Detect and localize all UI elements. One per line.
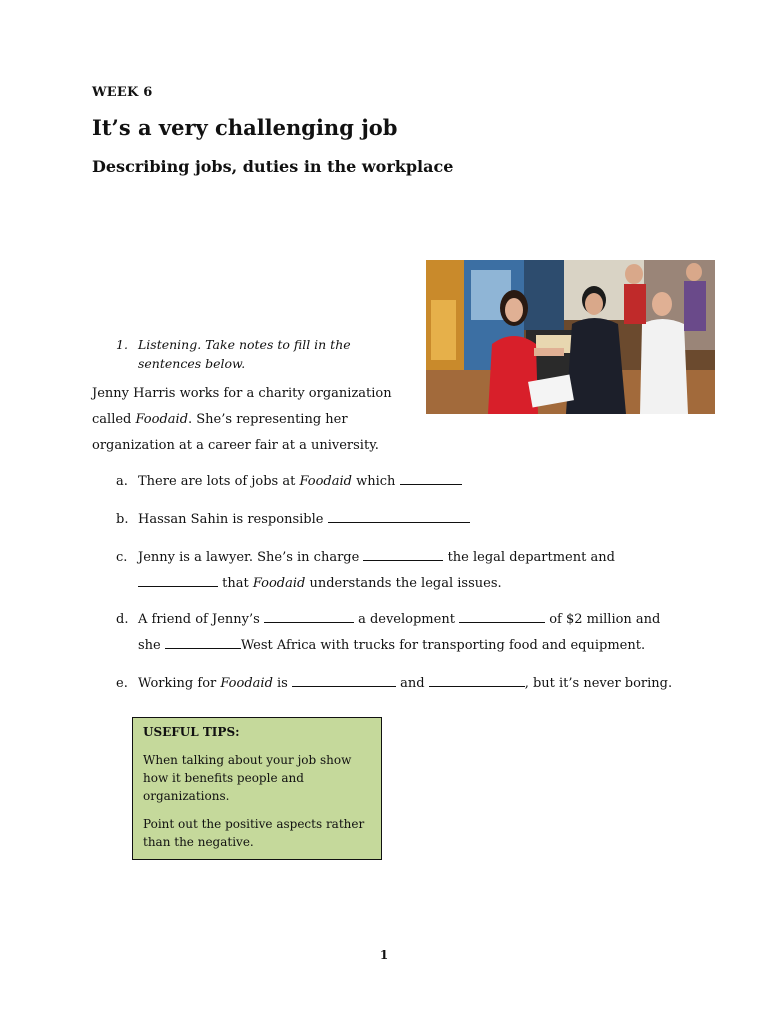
fill-blank[interactable] (459, 607, 545, 623)
item-label: c. (116, 550, 128, 565)
fill-blank[interactable] (138, 571, 218, 587)
item-text: Hassan Sahin is responsible (138, 512, 324, 527)
item-text: a development (353, 612, 460, 627)
item-text: the legal department and (443, 550, 615, 565)
fill-blank[interactable] (292, 671, 396, 687)
item-text: Jenny is a lawyer. She’s in charge (138, 550, 364, 565)
org-name: Foodaid (252, 576, 306, 591)
tips-heading: USEFUL TIPS: (143, 725, 240, 739)
item-text: and (395, 676, 429, 691)
task-text: Listening. Take notes to fill in the sentences below. (138, 337, 351, 371)
fill-blank[interactable] (328, 507, 470, 523)
item-text: that (218, 576, 253, 591)
item-text: of $2 million and (545, 612, 661, 627)
page-subtitle: Describing jobs, duties in the workplace (92, 157, 454, 176)
item-label: a. (116, 474, 128, 489)
intro-paragraph (92, 381, 412, 459)
fill-blank[interactable] (264, 607, 354, 623)
org-name: Foodaid (220, 676, 273, 691)
useful-tips-box (132, 717, 382, 860)
fill-blank[interactable] (400, 469, 462, 485)
item-label: d. (116, 612, 129, 627)
fill-blank[interactable] (363, 545, 443, 561)
page-title: It’s a very challenging job (92, 115, 398, 140)
item-label: b. (116, 512, 129, 527)
org-name: Foodaid (135, 412, 189, 427)
intro-text-1: Jenny Harris works for a charity organization called (92, 386, 392, 427)
fill-blank[interactable] (429, 671, 525, 687)
intro-text-2: . She’s representing her organization at a career fair at a university. (92, 412, 379, 453)
week-label: WEEK 6 (92, 85, 153, 100)
tip-1: When talking about your job show how it benefits people and organizations. (143, 753, 352, 803)
item-text: A friend of Jenny’s (138, 612, 264, 627)
fill-blank[interactable] (165, 633, 241, 649)
item-text: West Africa with trucks for transporting food and equipment. (240, 638, 646, 653)
career-fair-photo (426, 260, 715, 414)
item-text: which (351, 474, 396, 489)
item-text: understands the legal issues. (305, 576, 502, 591)
task-number: 1. (116, 337, 128, 352)
item-label: e. (116, 676, 128, 691)
item-text: she (138, 638, 165, 653)
item-text: is (272, 676, 292, 691)
tip-2: Point out the positive aspects rather than the negative. (143, 817, 365, 849)
item-text: Working for (138, 676, 221, 691)
page-number: 1 (379, 948, 389, 962)
item-text: There are lots of jobs at (138, 474, 300, 489)
item-text: , but it’s never boring. (524, 676, 673, 691)
org-name: Foodaid (299, 474, 352, 489)
